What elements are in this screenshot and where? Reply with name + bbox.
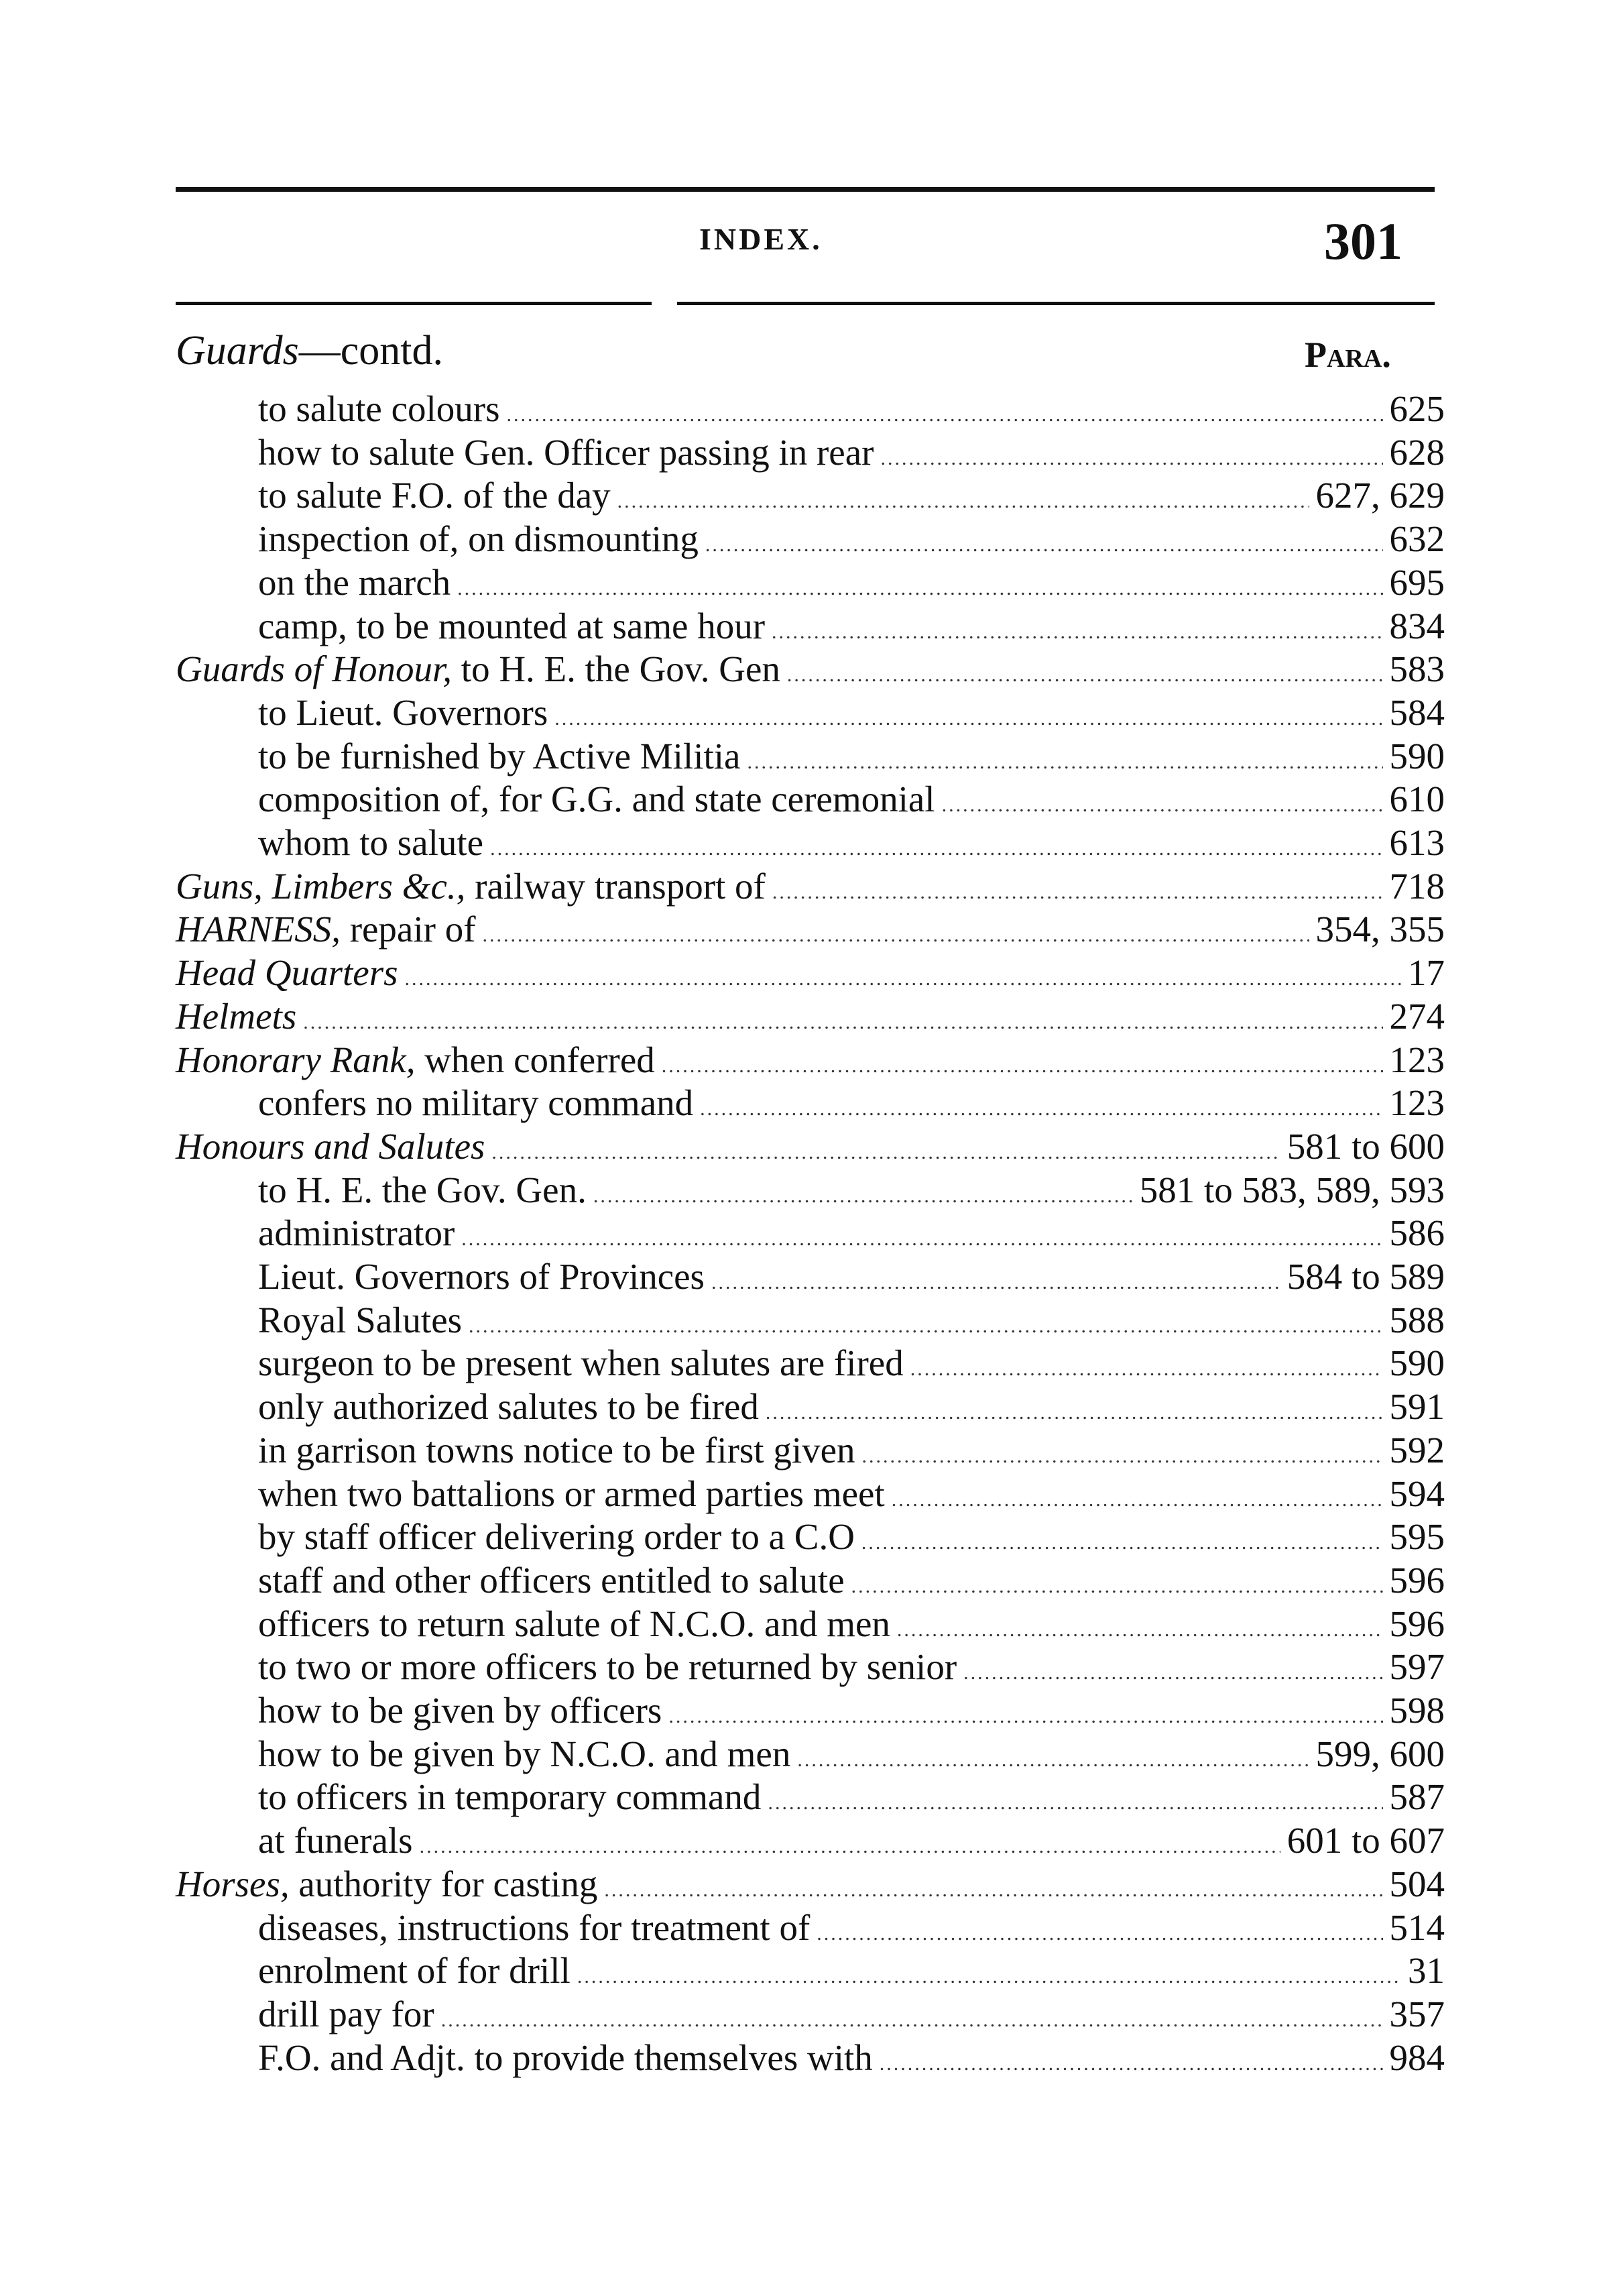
entry-description: officers to return salute of N.C.O. and men [258,1603,890,1644]
entry-heading: HARNESS, [176,909,341,950]
entry-text [258,1385,759,1428]
entry-description: how to salute Gen. Officer passing in rear [258,431,874,473]
entry-paragraph-ref: 625 [1389,388,1445,429]
dot-leader [772,871,1383,914]
entry-paragraph-ref: 584 to 589 [1286,1256,1445,1297]
entry-paragraph-ref: 599, 600 [1315,1733,1445,1774]
entry-text [258,431,874,474]
index-entry [258,1212,1445,1255]
entry-description: drill pay for [258,1993,434,2034]
header-rule-left [176,302,652,305]
entry-paragraph-ref: 601 to 607 [1286,1820,1445,1861]
entry-text [258,605,765,648]
entry-heading: Honorary Rank, [176,1039,416,1080]
entry-text [258,1299,462,1342]
entry-paragraph-ref: 594 [1389,1473,1445,1514]
entry-description: when two battalions or armed parties meet [258,1473,885,1514]
entry-text [258,1255,705,1298]
dot-leader [797,1739,1309,1782]
entry-text [258,1082,693,1125]
entry-paragraph-ref: 588 [1389,1299,1445,1340]
entry-text [258,778,935,821]
dot-leader [711,1261,1280,1304]
dot-leader [457,567,1382,610]
entry-description: to two or more officers to be returned by senior [258,1646,957,1688]
entry-paragraph-ref: 695 [1389,561,1445,603]
entry-description: how to be given by officers [258,1690,662,1731]
entry-description: composition of, for G.G. and state ceremonial [258,779,935,820]
entry-description: to be furnished by Active Militia [258,735,741,777]
entry-paragraph-ref: 718 [1389,865,1445,907]
dot-leader [861,1522,1383,1564]
entry-paragraph-ref: 590 [1389,735,1445,777]
entry-description: to salute F.O. of the day [258,475,611,516]
entry-text [258,388,499,431]
entry-description: repair of [340,909,476,950]
index-entry [258,1082,1445,1125]
entry-description: how to be given by N.C.O. and men [258,1733,791,1774]
index-entry [176,1039,1445,1082]
index-entry [258,1819,1445,1862]
section-heading-italic: Guards [176,328,299,374]
dot-leader [705,524,1383,567]
entry-text [258,691,548,734]
entry-description: F.O. and Adjt. to provide themselves with [258,2036,873,2078]
entry-description: in garrison towns notice to be first given [258,1429,855,1471]
entry-paragraph-ref: 834 [1389,605,1445,646]
index-entry [258,1689,1445,1732]
entry-paragraph-ref: 596 [1389,1559,1445,1601]
entry-text [258,518,699,561]
index-entry [258,1429,1445,1472]
entry-description: administrator [258,1212,455,1254]
entry-paragraph-ref: 354, 355 [1315,909,1445,950]
entry-heading: Horses, [176,1863,290,1904]
entry-paragraph-ref: 632 [1389,518,1445,560]
entry-text [258,1429,855,1472]
section-heading-rest: —contd. [298,328,443,374]
dot-leader [668,1695,1382,1738]
dot-leader [420,1825,1280,1868]
dot-leader [942,784,1383,827]
entry-description: Royal Salutes [258,1299,463,1340]
entry-paragraph-ref: 583 [1389,648,1445,690]
entry-text [258,474,611,517]
dot-leader [593,1175,1133,1218]
dot-leader [747,741,1382,784]
index-entry [258,1473,1445,1515]
entry-text [258,1776,761,1819]
dot-leader [554,697,1382,740]
entry-description: on the march [258,561,451,603]
entry-paragraph-ref: 598 [1389,1690,1445,1731]
entry-paragraph-ref: 592 [1389,1429,1445,1471]
entry-description: to Lieut. Governors [258,691,548,733]
entry-text [176,648,780,691]
dot-leader [963,1652,1382,1695]
entry-text [258,1212,455,1255]
index-entry [176,995,1445,1038]
entry-description: Lieut. Governors of Provinces [258,1256,705,1297]
top-rule [176,187,1435,192]
entry-paragraph-ref: 17 [1408,952,1445,994]
entry-text [258,1993,434,2036]
entry-description: camp, to be mounted at same hour [258,605,766,646]
entry-paragraph-ref: 123 [1389,1082,1445,1124]
dot-leader [469,1305,1382,1348]
entry-description: only authorized salutes to be fired [258,1386,759,1428]
entry-heading: Guns, Limbers &c., [176,865,466,907]
index-entry [258,1342,1445,1385]
entry-text [258,821,483,864]
dot-leader [880,2043,1383,2085]
entry-paragraph-ref: 514 [1389,1906,1445,1948]
entry-text [258,1949,571,1992]
entry-description: to officers in temporary command [258,1776,762,1818]
entry-text [258,1646,957,1688]
dot-leader [441,1999,1383,2042]
dot-leader [506,394,1382,437]
entry-description: inspection of, on dismounting [258,518,699,560]
entry-text [176,1863,597,1906]
entry-description: authority for casting [289,1863,598,1904]
entry-paragraph-ref: 595 [1389,1516,1445,1558]
dot-leader [772,611,1382,654]
index-entry [258,1255,1445,1298]
entry-description: to salute colours [258,388,500,429]
entry-text [258,1559,845,1602]
entry-text [258,1169,587,1212]
dot-leader [897,1609,1383,1652]
dot-leader [577,1955,1401,1998]
dot-leader [617,480,1309,523]
index-entry [258,1299,1445,1342]
index-entry [258,1603,1445,1646]
index-entry [258,388,1445,431]
para-column-label: Para. [1305,335,1391,375]
entry-text [176,865,766,908]
header-rule-right [677,302,1435,305]
page-number: 301 [1324,212,1402,270]
index-entry [258,1515,1445,1558]
entry-text [258,1515,855,1558]
entry-description: to H. E. the Gov. Gen. [258,1169,587,1210]
entry-text [176,908,476,951]
index-entry [176,1863,1445,1906]
index-entry [258,778,1445,821]
entry-paragraph-ref: 628 [1389,431,1445,473]
index-entry [176,952,1445,994]
entry-text [258,735,740,778]
entry-heading: Guards of Honour, [176,648,453,690]
index-entry [258,1733,1445,1776]
index-entry [258,1646,1445,1688]
index-entry [258,1993,1445,2036]
entry-text [258,2036,873,2079]
index-entry [258,2036,1445,2079]
index-entry [258,1559,1445,1602]
entry-paragraph-ref: 584 [1389,691,1445,733]
index-entry [258,1776,1445,1819]
entry-paragraph-ref: 627, 629 [1315,475,1445,516]
index-entry [176,865,1445,908]
entry-text [176,995,296,1038]
entry-text [176,1039,655,1082]
entry-text [258,1473,885,1515]
dot-leader [910,1348,1383,1391]
dot-leader [851,1565,1383,1608]
dot-leader [768,1782,1382,1825]
entry-text [258,1603,890,1646]
entry-paragraph-ref: 597 [1389,1646,1445,1688]
index-entry [258,1906,1445,1949]
entry-paragraph-ref: 596 [1389,1603,1445,1644]
index-entry [176,648,1445,691]
dot-leader [491,1131,1280,1174]
entry-text [258,1906,810,1949]
entry-description: at funerals [258,1820,413,1861]
entry-paragraph-ref: 591 [1389,1386,1445,1428]
dot-leader [405,958,1401,1000]
entry-text [176,1125,485,1168]
dot-leader [490,827,1382,870]
index-entry [258,431,1445,474]
dot-leader [461,1218,1382,1261]
index-entry [258,518,1445,561]
index-entry [258,821,1445,864]
entry-description: when conferred [415,1039,655,1080]
dot-leader [892,1479,1383,1522]
entry-description: to H. E. the Gov. Gen [452,648,780,690]
index-entry [258,1385,1445,1428]
entry-paragraph-ref: 504 [1389,1863,1445,1904]
entry-description: enrolment of for drill [258,1950,571,1992]
dot-leader [787,654,1383,697]
section-heading [176,327,443,375]
entry-text [258,1819,413,1862]
dot-leader [662,1045,1383,1088]
entry-paragraph-ref: 123 [1389,1039,1445,1080]
entry-paragraph-ref: 610 [1389,779,1445,820]
entry-paragraph-ref: 590 [1389,1342,1445,1384]
entry-text [258,1689,662,1732]
entry-paragraph-ref: 31 [1408,1950,1445,1992]
entry-description: staff and other officers entitled to salute [258,1559,845,1601]
dot-leader [483,914,1309,957]
entry-description: whom to salute [258,822,484,863]
running-head: INDEX. [699,222,823,256]
index-entry [258,735,1445,778]
dot-leader [880,437,1382,480]
entry-text [258,1733,790,1776]
entry-paragraph-ref: 274 [1389,995,1445,1037]
entry-description: surgeon to be present when salutes are fired [258,1342,904,1384]
index-entry [258,605,1445,648]
entry-paragraph-ref: 587 [1389,1776,1445,1818]
entry-description: railway transport of [465,865,766,907]
entry-text [258,561,451,604]
index-entry [176,908,1445,951]
index-entry [258,691,1445,734]
entry-heading: Head Quarters [176,952,398,994]
index-entry [258,1169,1445,1212]
dot-leader [817,1912,1382,1955]
entry-description: confers no military command [258,1082,694,1124]
entry-description: by staff officer delivering order to a C.O [258,1516,855,1558]
entry-description: diseases, instructions for treatment of [258,1906,811,1948]
index-entry [258,1949,1445,1992]
entry-paragraph-ref: 357 [1389,1993,1445,2034]
entry-paragraph-ref: 613 [1389,822,1445,863]
entry-text [258,1342,904,1385]
dot-leader [766,1391,1383,1434]
dot-leader [700,1088,1382,1131]
index-entry [258,474,1445,517]
entry-paragraph-ref: 581 to 600 [1286,1125,1445,1167]
index-entry [258,561,1445,604]
entry-heading: Honours and Salutes [176,1125,485,1167]
index-entry [176,1125,1445,1168]
entry-paragraph-ref: 984 [1389,2036,1445,2078]
entry-heading: Helmets [176,995,297,1037]
dot-leader [862,1435,1383,1478]
dot-leader [303,1001,1382,1044]
entry-text [176,952,398,994]
entry-paragraph-ref: 581 to 583, 589, 593 [1139,1169,1445,1210]
dot-leader [604,1869,1382,1912]
entry-paragraph-ref: 586 [1389,1212,1445,1254]
